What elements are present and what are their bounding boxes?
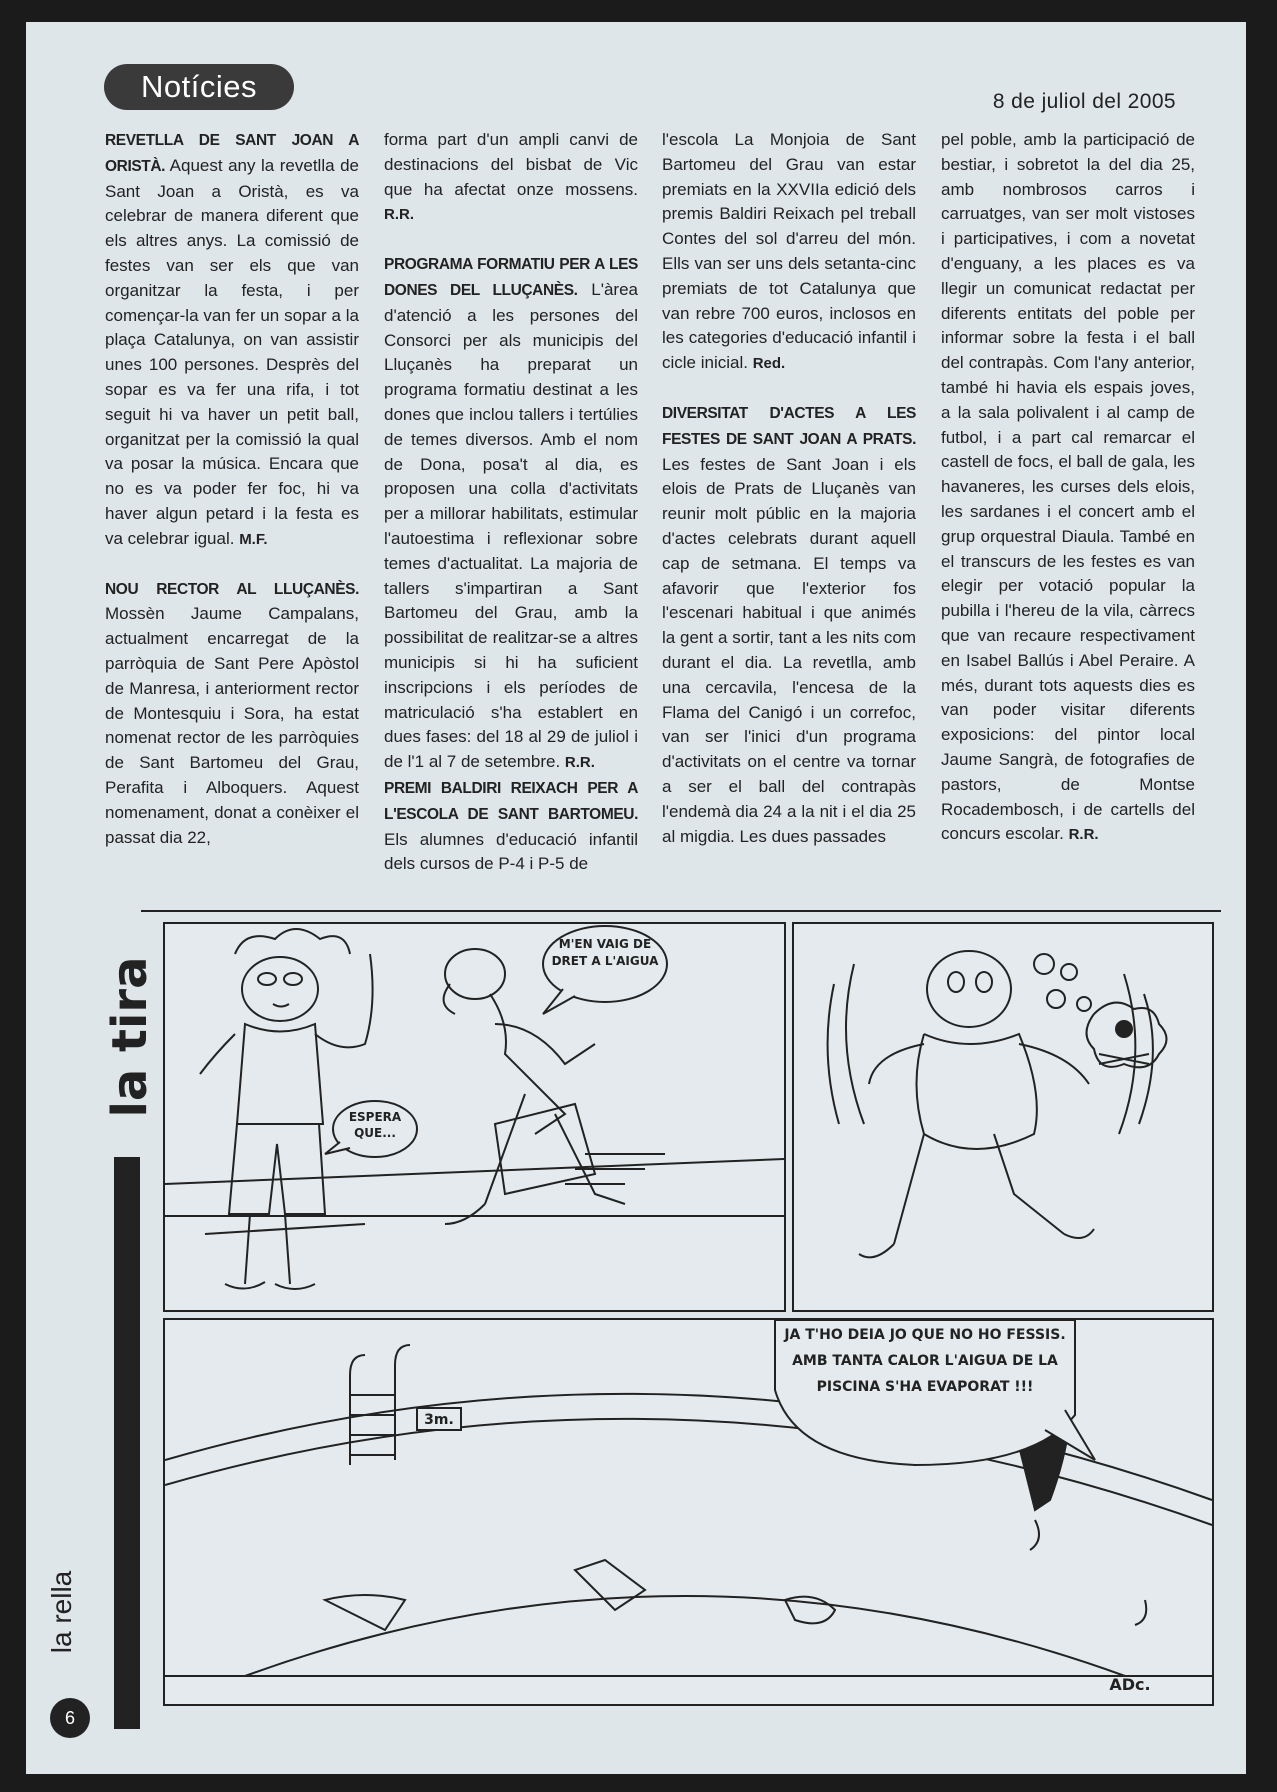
article-body-text: Aquest any la revetlla de Sant Joan a Oristà, es va celebrar de manera diferent que els altres anys. La comissió de festes van ser els que van organitzar la festa, i per començar-la van fer un sopar a la plaça Catalunya, on van assistir unes 100 persones. Desprès del sopar es va fer una rifa, i tot seguit hi va haver un petit ball, organitzat per la comissió la qual va posar la música. Encara que no es va poder fer foc, hi va haver algun petard i la festa es va celebrar igual.	[105, 155, 359, 548]
page-number: 6	[50, 1698, 90, 1738]
article-headline: PROGRAMA FORMATIU PER A LES DONES DEL LLUÇANÈS.	[384, 256, 638, 299]
comic-panel-3-drawing	[165, 1320, 1212, 1704]
article-body-text: forma part d'un ampli canvi de destinacions del bisbat de Vic que ha afectat onze mossens.	[384, 130, 638, 199]
comic-panel-3	[163, 1318, 1214, 1706]
article-signature: R.R.	[384, 206, 414, 224]
article-body-text: Les festes de Sant Joan i els elois de Prats de Lluçanès van reunir molt públic en la majoria d'actes celebrats durant aquell cap de setmana. El temps va afavorir que l'exterior fos l'escenari habitual i que animés la gent a sortir, tant a les nits com durant el dia. La revetlla, amb una cercavila, l'encesa de la Flama del Canigó i un correfoc, van ser l'inici d'un programa d'activitats on el centre va tornar a ser el ball del contrapàs l'endemà dia 24 a la nit i el dia 25 al migdia. Les dues passades	[662, 454, 916, 846]
bubble-wait-text: ESPERA QUE...	[348, 1110, 402, 1140]
article-body-text: L'àrea d'atenció a les persones del Consorci per als municipis del Lluçanès ha preparat un programa formatiu destinat a les dones que inclou tallers i tertúlies de temes diversos. Amb el nom de Dona, posa't al dia, es proposen una colla d'activitats per a millorar habilitats, estimular l'autoestima i reflexionar sobre temes d'actualitat. La majoria de tallers s'impartiran a Sant Bartomeu del Grau, amb la possibilitat de realitzar-se a altres municipis si hi ha suficient inscripcions i els períodes de matriculació s'ha establert en dues fases: del 18 al 29 de juliol i de l'1 al 7 de setembre.	[384, 279, 638, 772]
article-paragraph	[105, 577, 359, 851]
article-body-text: l'escola La Monjoia de Sant Bartomeu del Grau van estar premiats en la XXVIIa edició dels premis Baldiri Reixach pel treball Contes del sol d'arreu del món. Ells van ser uns dels setanta-cinc premiats de tot Catalunya que van rebre 700 euros, inclosos en les categories d'educació infantil i cicle inicial.	[662, 130, 916, 373]
article-signature: R.R.	[564, 754, 595, 772]
magazine-name-text: la rella	[46, 1570, 77, 1654]
text-column-3	[662, 128, 916, 914]
text-column-4	[941, 128, 1195, 914]
article-paragraph	[662, 401, 916, 849]
article-paragraph	[105, 128, 359, 553]
article-body-text: Els alumnes d'educació infantil dels cursos de P-4 i P-5 de	[384, 829, 638, 874]
text-column-2	[384, 128, 638, 914]
strip-title	[102, 937, 158, 1137]
article-paragraph	[384, 776, 638, 877]
comic-panel-1-drawing	[165, 924, 784, 1310]
article-body-text: pel poble, amb la participació de bestiar, i sobretot la del dia 25, amb nombrosos carros i carruatges, van ser molt vistoses i participatives, i com a novetat d'enguany, a les places es va llegir un comunicat redactat per diferents entitats del poble per informar sobre la festa i el ball del contrapàs. Com l'any anterior, també hi havia els espais joves, a la sala polivalent i al camp de futbol, i a part cal remarcar el castell de focs, el ball de gala, les havaneres, les curses dels elois, les sardanes i el concert amb el grup orquestral Diaula. També en el transcurs de les festes es van elegir per votació popular la pubilla i l'hereu de la vila, càrrecs que van recaure respectivament en Isabel Ballús i Abel Peraire. A més, durant tots aquests dies es van poder visitar diferents exposicions: del pintor local Jaume Sangrà, de fotografies de pastors, de Montse Rocadembosch, i de cartells del concurs escolar.	[941, 130, 1195, 844]
comic-panel-2	[792, 922, 1214, 1312]
paragraph-gap	[662, 377, 916, 401]
magazine-page	[26, 22, 1246, 1774]
strip-title-text: la tira	[102, 956, 158, 1118]
article-paragraph	[384, 252, 638, 776]
article-paragraph	[941, 128, 1195, 848]
article-body-text: Mossèn Jaume Campalans, actualment encarregat de la parròquia de Sant Pere Apòstol de Manresa, i anteriorment rector de Montesquiu i Sora, ha estat nomenat rector de les parròquies de Sant Bartomeu del Grau, Perafita i Alboquers. Aquest nomenament, donat a conèixer el passat dia 22,	[105, 604, 359, 847]
artist-signature: ADc.	[1109, 1675, 1151, 1694]
bubble-go-text: M'EN VAIG DE DRET A L'AIGUA	[551, 937, 659, 968]
article-paragraph	[384, 128, 638, 228]
bubble-told-text: JA T'HO DEIA JO QUE NO HO FESSIS. AMB TANTA CALOR L'AIGUA DE LA PISCINA S'HA EVAPORAT !!!	[784, 1327, 1066, 1395]
article-headline: NOU RECTOR AL LLUÇANÈS.	[105, 580, 359, 598]
strip-side-bar	[114, 1157, 140, 1729]
article-paragraph	[662, 128, 916, 377]
article-headline: PREMI BALDIRI REIXACH PER A L'ESCOLA DE SANT BARTOMEU.	[384, 779, 638, 823]
depth-sign-text: 3m.	[424, 1412, 454, 1428]
comic-panel-1	[163, 922, 786, 1312]
paragraph-gap	[384, 228, 638, 252]
article-headline: DIVERSITAT D'ACTES A LES FESTES DE SANT JOAN A PRATS.	[662, 404, 916, 448]
issue-date: 8 de juliol del 2005	[992, 90, 1176, 113]
comic-panel-2-drawing	[794, 924, 1212, 1310]
article-headline: REVETLLA DE SANT JOAN A ORISTÀ.	[105, 132, 359, 175]
article-signature: M.F.	[239, 530, 268, 548]
paragraph-gap	[105, 553, 359, 577]
magazine-name	[42, 1542, 82, 1682]
article-signature: R.R.	[1068, 826, 1099, 844]
text-column-1	[105, 128, 359, 914]
article-signature: Red.	[752, 355, 786, 373]
section-tag: Notícies	[104, 64, 294, 110]
comic-divider	[141, 910, 1221, 912]
